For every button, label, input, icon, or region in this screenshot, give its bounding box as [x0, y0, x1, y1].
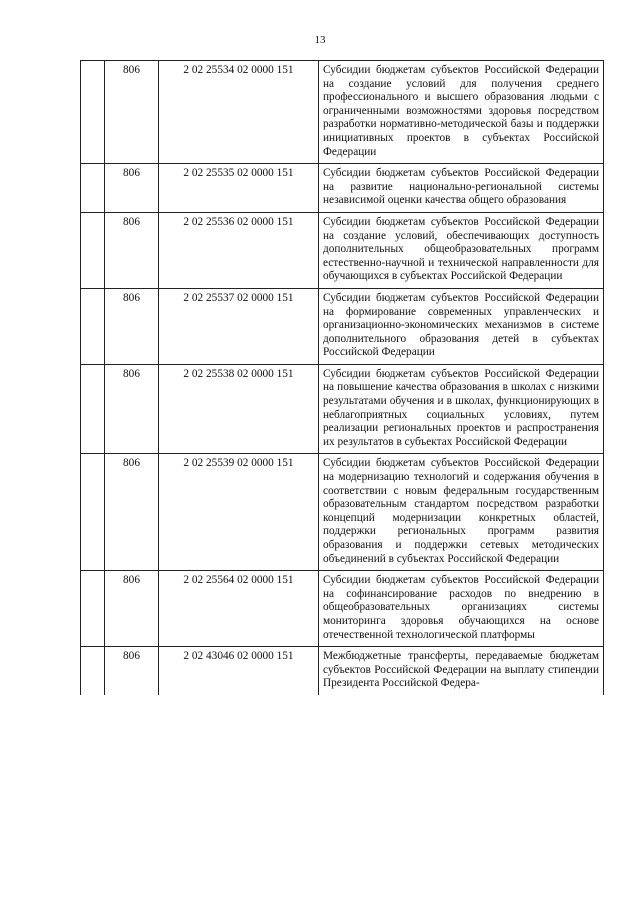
- budget-code-cell: 2 02 25536 02 0000 151: [159, 212, 319, 288]
- admin-code-cell: 806: [105, 454, 159, 571]
- table-row: [81, 164, 604, 213]
- row-index-cell: [81, 364, 105, 454]
- page-number: 13: [314, 34, 326, 46]
- admin-code-cell: 806: [105, 212, 159, 288]
- budget-code-cell: 2 02 25535 02 0000 151: [159, 164, 319, 213]
- income-name-cell: Субсидии бюджетам субъектов Российской Федерации на повышение качества образования в школах с низкими результатами обучения и в школах, функционирующих в неблагоприятных социальных условиях, путем реализации региональных проектов и распространения их результатов в субъектах Российской Федерации: [319, 364, 604, 454]
- row-index-cell: [81, 647, 105, 695]
- income-name-cell: Субсидии бюджетам субъектов Российской Федерации на создание условий, обеспечивающих доступность дополнительных общеобразовательных программ естественно-научной и технической направленности для обучающихся в субъектах Российской Федерации: [319, 212, 604, 288]
- admin-code-cell: 806: [105, 61, 159, 164]
- row-index-cell: [81, 288, 105, 364]
- admin-code-cell: 806: [105, 288, 159, 364]
- table-row: [81, 364, 604, 454]
- budget-code-cell: 2 02 25539 02 0000 151: [159, 454, 319, 571]
- budget-codes-table: [80, 60, 604, 695]
- row-index-cell: [81, 61, 105, 164]
- table-row: [81, 61, 604, 164]
- income-name-cell: Субсидии бюджетам субъектов Российской Федерации на создание условий для получения среднего профессионального и высшего образования людьми с ограниченными возможностями здоровья посредством разработки нормативно-методической базы и поддержки инициативных проектов в субъектах Российской Федерации: [319, 61, 604, 164]
- admin-code-cell: 806: [105, 571, 159, 647]
- row-index-cell: [81, 212, 105, 288]
- table-row: [81, 454, 604, 571]
- table-row: [81, 288, 604, 364]
- table-row: [81, 571, 604, 647]
- row-index-cell: [81, 454, 105, 571]
- row-index-cell: [81, 571, 105, 647]
- income-name-cell: [319, 647, 604, 695]
- budget-code-cell: 2 02 25534 02 0000 151: [159, 61, 319, 164]
- budget-code-cell: 2 02 43046 02 0000 151: [159, 647, 319, 695]
- income-name-text: Межбюджетные трансферты, передаваемые бюджетам субъектов Российской Федерации на выплату стипендии Президента Российской Федера-: [323, 650, 599, 690]
- admin-code-cell: 806: [105, 364, 159, 454]
- income-name-cell: Субсидии бюджетам субъектов Российской Федерации на модернизацию технологий и содержания обучения в соответствии с новым федеральным государственным образовательным стандартом посредством разработки концепций модернизации конкретных областей, поддержки региональных программ развития образования и поддержки сетевых методических объединений в субъектах Российской Федерации: [319, 454, 604, 571]
- table-row: [81, 647, 604, 695]
- income-name-cell: Субсидии бюджетам субъектов Российской Федерации на софинансирование расходов по внедрению в общеобразовательных организациях системы мониторинга здоровья обучающихся на основе отечественной технологической платформы: [319, 571, 604, 647]
- budget-code-cell: 2 02 25537 02 0000 151: [159, 288, 319, 364]
- budget-code-cell: 2 02 25564 02 0000 151: [159, 571, 319, 647]
- table-row: [81, 212, 604, 288]
- admin-code-cell: 806: [105, 164, 159, 213]
- row-index-cell: [81, 164, 105, 213]
- income-name-cell: Субсидии бюджетам субъектов Российской Федерации на формирование современных управленческих и организационно-экономических механизмов в системе дополнительного образования детей в субъектах Российской Федерации: [319, 288, 604, 364]
- budget-code-cell: 2 02 25538 02 0000 151: [159, 364, 319, 454]
- admin-code-cell: 806: [105, 647, 159, 695]
- income-name-cell: Субсидии бюджетам субъектов Российской Федерации на развитие национально-региональной системы независимой оценки качества общего образования: [319, 164, 604, 213]
